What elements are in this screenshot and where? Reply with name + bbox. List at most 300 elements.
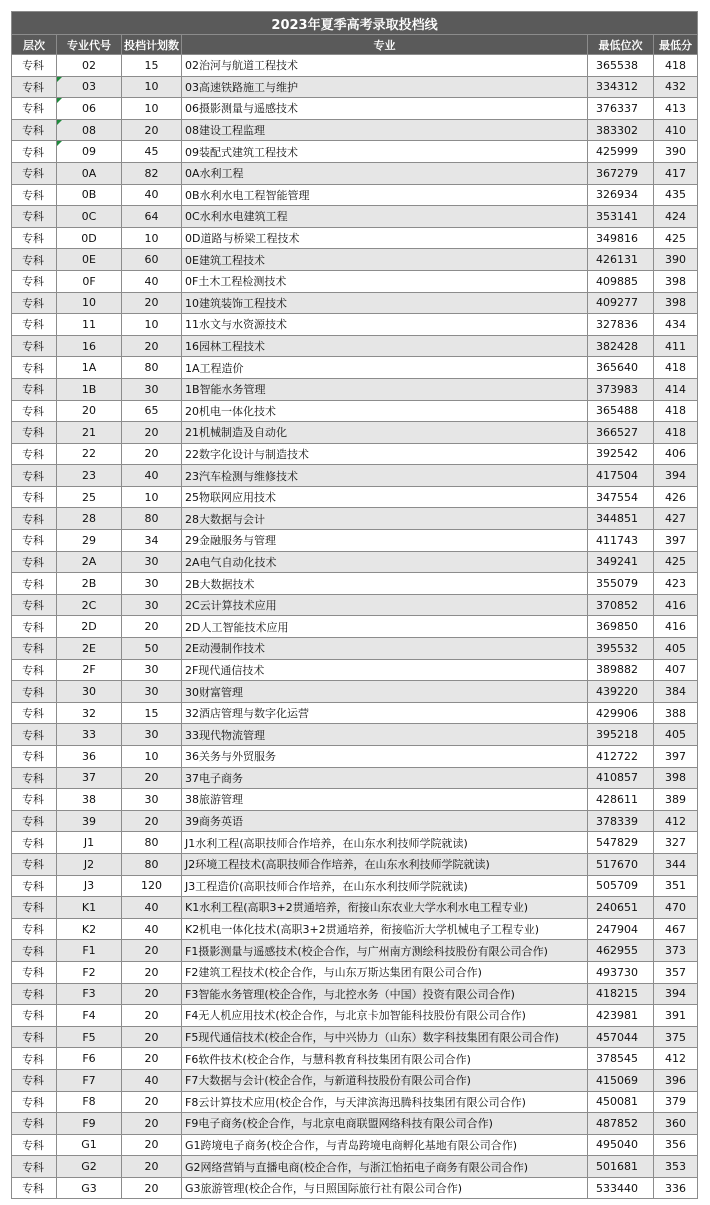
cell-min-rank: 425999 <box>588 141 654 163</box>
table-body <box>12 55 698 1199</box>
cell-major: 03高速铁路施工与维护 <box>182 76 588 98</box>
cell-min-score: 418 <box>654 400 698 422</box>
cell-level: 专科 <box>12 55 57 77</box>
cell-min-score: 418 <box>654 55 698 77</box>
table-row <box>12 249 698 271</box>
cell-plan-count: 10 <box>122 486 182 508</box>
cell-level: 专科 <box>12 486 57 508</box>
cell-level: 专科 <box>12 1113 57 1135</box>
cell-min-rank: 495040 <box>588 1134 654 1156</box>
table-row <box>12 292 698 314</box>
cell-plan-count: 20 <box>122 119 182 141</box>
cell-major: 0F土木工程检测技术 <box>182 270 588 292</box>
cell-min-rank: 450081 <box>588 1091 654 1113</box>
table-row <box>12 1134 698 1156</box>
cell-plan-count: 30 <box>122 789 182 811</box>
cell-level: 专科 <box>12 1069 57 1091</box>
cell-major-code: 38 <box>57 789 122 811</box>
cell-plan-count: 10 <box>122 746 182 768</box>
cell-min-rank: 382428 <box>588 335 654 357</box>
cell-major-code: 0B <box>57 184 122 206</box>
cell-level: 专科 <box>12 227 57 249</box>
cell-major-code: F4 <box>57 1005 122 1027</box>
cell-plan-count: 20 <box>122 443 182 465</box>
cell-plan-count: 80 <box>122 508 182 530</box>
cell-min-rank: 409277 <box>588 292 654 314</box>
cell-major: 29金融服务与管理 <box>182 530 588 552</box>
cell-major: 2D人工智能技术应用 <box>182 616 588 638</box>
cell-major-code: 36 <box>57 746 122 768</box>
cell-min-score: 413 <box>654 98 698 120</box>
cell-plan-count: 10 <box>122 98 182 120</box>
admission-scores-sheet <box>11 11 697 1199</box>
cell-min-score: 353 <box>654 1156 698 1178</box>
cell-plan-count: 20 <box>122 810 182 832</box>
cell-major-code: 39 <box>57 810 122 832</box>
header-row <box>12 35 698 55</box>
cell-min-rank: 349241 <box>588 551 654 573</box>
cell-level: 专科 <box>12 1005 57 1027</box>
table-row <box>12 119 698 141</box>
cell-major-code: F1 <box>57 940 122 962</box>
cell-major-code: 11 <box>57 314 122 336</box>
table-row <box>12 875 698 897</box>
table-row <box>12 724 698 746</box>
cell-plan-count: 30 <box>122 573 182 595</box>
cell-min-score: 357 <box>654 961 698 983</box>
cell-major-code: 03 <box>57 76 122 98</box>
cell-major-code: 33 <box>57 724 122 746</box>
cell-plan-count: 20 <box>122 1113 182 1135</box>
cell-plan-count: 20 <box>122 1134 182 1156</box>
cell-min-score: 434 <box>654 314 698 336</box>
cell-plan-count: 40 <box>122 184 182 206</box>
table-row <box>12 422 698 444</box>
cell-min-score: 390 <box>654 141 698 163</box>
cell-plan-count: 30 <box>122 659 182 681</box>
cell-min-score: 416 <box>654 616 698 638</box>
cell-min-score: 417 <box>654 162 698 184</box>
cell-major: 0D道路与桥梁工程技术 <box>182 227 588 249</box>
cell-min-score: 427 <box>654 508 698 530</box>
table-row <box>12 378 698 400</box>
cell-min-score: 389 <box>654 789 698 811</box>
table-row <box>12 508 698 530</box>
cell-min-rank: 378339 <box>588 810 654 832</box>
table-row <box>12 961 698 983</box>
cell-min-rank: 412722 <box>588 746 654 768</box>
cell-min-score: 398 <box>654 767 698 789</box>
cell-plan-count: 20 <box>122 1156 182 1178</box>
cell-min-score: 356 <box>654 1134 698 1156</box>
cell-min-rank: 411743 <box>588 530 654 552</box>
cell-min-score: 351 <box>654 875 698 897</box>
cell-major-code: 1B <box>57 378 122 400</box>
cell-comment-marker <box>57 141 62 146</box>
cell-min-score: 426 <box>654 486 698 508</box>
header-min-score: 最低分 <box>654 35 698 55</box>
cell-major: 23汽车检测与维修技术 <box>182 465 588 487</box>
cell-major: F3智能水务管理(校企合作，与北控水务（中国）投资有限公司合作) <box>182 983 588 1005</box>
cell-major: F9电子商务(校企合作，与北京电商联盟网络科技有限公司合作) <box>182 1113 588 1135</box>
table-title: 2023年夏季高考录取投档线 <box>12 12 698 35</box>
cell-plan-count: 10 <box>122 314 182 336</box>
cell-min-rank: 355079 <box>588 573 654 595</box>
cell-plan-count: 10 <box>122 76 182 98</box>
cell-major-code: 16 <box>57 335 122 357</box>
cell-min-score: 410 <box>654 119 698 141</box>
table-row <box>12 702 698 724</box>
cell-min-score: 327 <box>654 832 698 854</box>
cell-plan-count: 20 <box>122 961 182 983</box>
table-row <box>12 1113 698 1135</box>
cell-major: 06摄影测量与遥感技术 <box>182 98 588 120</box>
cell-major: 28大数据与会计 <box>182 508 588 530</box>
cell-min-score: 435 <box>654 184 698 206</box>
table-row <box>12 1177 698 1199</box>
table-row <box>12 638 698 660</box>
cell-min-rank: 349816 <box>588 227 654 249</box>
cell-min-score: 412 <box>654 810 698 832</box>
cell-plan-count: 30 <box>122 378 182 400</box>
cell-major: 0A水利工程 <box>182 162 588 184</box>
table-row <box>12 486 698 508</box>
cell-major-code: F2 <box>57 961 122 983</box>
cell-major: 2C云计算技术应用 <box>182 594 588 616</box>
cell-plan-count: 20 <box>122 1005 182 1027</box>
cell-plan-count: 10 <box>122 227 182 249</box>
cell-major: 0B水利水电工程智能管理 <box>182 184 588 206</box>
cell-major: 02治河与航道工程技术 <box>182 55 588 77</box>
table-row <box>12 1091 698 1113</box>
table-row <box>12 616 698 638</box>
cell-major: 2A电气自动化技术 <box>182 551 588 573</box>
cell-plan-count: 20 <box>122 335 182 357</box>
cell-min-rank: 370852 <box>588 594 654 616</box>
cell-level: 专科 <box>12 292 57 314</box>
cell-major: 21机械制造及自动化 <box>182 422 588 444</box>
cell-major-code: F3 <box>57 983 122 1005</box>
cell-plan-count: 45 <box>122 141 182 163</box>
cell-min-rank: 344851 <box>588 508 654 530</box>
cell-plan-count: 20 <box>122 1048 182 1070</box>
cell-min-rank: 418215 <box>588 983 654 1005</box>
table-row <box>12 853 698 875</box>
cell-comment-marker <box>57 120 62 125</box>
cell-min-score: 375 <box>654 1026 698 1048</box>
cell-major: 11水文与水资源技术 <box>182 314 588 336</box>
cell-min-rank: 533440 <box>588 1177 654 1199</box>
cell-comment-marker <box>57 98 62 103</box>
cell-major-code: 37 <box>57 767 122 789</box>
cell-min-rank: 415069 <box>588 1069 654 1091</box>
cell-level: 专科 <box>12 1026 57 1048</box>
table-row <box>12 357 698 379</box>
cell-min-score: 407 <box>654 659 698 681</box>
cell-level: 专科 <box>12 551 57 573</box>
cell-plan-count: 82 <box>122 162 182 184</box>
cell-min-score: 412 <box>654 1048 698 1070</box>
cell-major: F4无人机应用技术(校企合作，与北京卡加智能科技股份有限公司合作) <box>182 1005 588 1027</box>
cell-min-score: 384 <box>654 681 698 703</box>
cell-major-code: 20 <box>57 400 122 422</box>
cell-major: 37电子商务 <box>182 767 588 789</box>
cell-major-code: 1A <box>57 357 122 379</box>
cell-major: 30财富管理 <box>182 681 588 703</box>
cell-min-rank: 457044 <box>588 1026 654 1048</box>
cell-plan-count: 40 <box>122 270 182 292</box>
cell-min-rank: 378545 <box>588 1048 654 1070</box>
cell-min-rank: 428611 <box>588 789 654 811</box>
cell-min-score: 416 <box>654 594 698 616</box>
cell-major-code: 0D <box>57 227 122 249</box>
cell-min-score: 406 <box>654 443 698 465</box>
cell-plan-count: 80 <box>122 357 182 379</box>
cell-level: 专科 <box>12 270 57 292</box>
cell-min-rank: 395532 <box>588 638 654 660</box>
cell-level: 专科 <box>12 853 57 875</box>
cell-major: F5现代通信技术(校企合作，与中兴协力（山东）数字科技集团有限公司合作) <box>182 1026 588 1048</box>
table-row <box>12 206 698 228</box>
cell-major: 2F现代通信技术 <box>182 659 588 681</box>
cell-level: 专科 <box>12 767 57 789</box>
title-row <box>12 12 698 35</box>
cell-min-score: 425 <box>654 227 698 249</box>
cell-level: 专科 <box>12 378 57 400</box>
cell-level: 专科 <box>12 659 57 681</box>
table-row <box>12 335 698 357</box>
table-row <box>12 1069 698 1091</box>
cell-comment-marker <box>57 77 62 82</box>
cell-major-code: G1 <box>57 1134 122 1156</box>
table-row <box>12 940 698 962</box>
cell-plan-count: 40 <box>122 1069 182 1091</box>
table-row <box>12 594 698 616</box>
table-row <box>12 227 698 249</box>
cell-min-rank: 376337 <box>588 98 654 120</box>
table-row <box>12 1026 698 1048</box>
table-row <box>12 897 698 919</box>
cell-major: G1跨境电子商务(校企合作，与青岛跨境电商孵化基地有限公司合作) <box>182 1134 588 1156</box>
cell-min-score: 391 <box>654 1005 698 1027</box>
cell-min-score: 397 <box>654 746 698 768</box>
header-min-rank: 最低位次 <box>588 35 654 55</box>
cell-min-score: 425 <box>654 551 698 573</box>
cell-plan-count: 64 <box>122 206 182 228</box>
cell-plan-count: 20 <box>122 983 182 1005</box>
cell-plan-count: 40 <box>122 897 182 919</box>
cell-min-score: 379 <box>654 1091 698 1113</box>
cell-min-rank: 326934 <box>588 184 654 206</box>
cell-major-code: 2A <box>57 551 122 573</box>
cell-min-score: 397 <box>654 530 698 552</box>
cell-major: J3工程造价(高职技师合作培养，在山东水利技师学院就读) <box>182 875 588 897</box>
cell-major: 0E建筑工程技术 <box>182 249 588 271</box>
cell-major-code: 2B <box>57 573 122 595</box>
cell-level: 专科 <box>12 940 57 962</box>
table-row <box>12 55 698 77</box>
cell-level: 专科 <box>12 681 57 703</box>
cell-min-score: 418 <box>654 357 698 379</box>
cell-plan-count: 30 <box>122 594 182 616</box>
cell-major: 1B智能水务管理 <box>182 378 588 400</box>
table-row <box>12 98 698 120</box>
cell-major-code: 28 <box>57 508 122 530</box>
cell-major-code: 2C <box>57 594 122 616</box>
cell-level: 专科 <box>12 724 57 746</box>
cell-major-code: 25 <box>57 486 122 508</box>
cell-level: 专科 <box>12 508 57 530</box>
cell-plan-count: 20 <box>122 1091 182 1113</box>
cell-plan-count: 20 <box>122 422 182 444</box>
cell-level: 专科 <box>12 76 57 98</box>
cell-major-code: 2F <box>57 659 122 681</box>
cell-plan-count: 20 <box>122 1177 182 1199</box>
cell-level: 专科 <box>12 119 57 141</box>
cell-plan-count: 15 <box>122 702 182 724</box>
table-row <box>12 767 698 789</box>
cell-plan-count: 20 <box>122 616 182 638</box>
cell-major-code: K2 <box>57 918 122 940</box>
cell-level: 专科 <box>12 832 57 854</box>
cell-major: G2网络营销与直播电商(校企合作，与浙江怡拓电子商务有限公司合作) <box>182 1156 588 1178</box>
cell-min-rank: 373983 <box>588 378 654 400</box>
cell-major: 38旅游管理 <box>182 789 588 811</box>
cell-major-code: 09 <box>57 141 122 163</box>
cell-level: 专科 <box>12 162 57 184</box>
cell-min-rank: 389882 <box>588 659 654 681</box>
cell-min-rank: 366527 <box>588 422 654 444</box>
cell-major-code: 32 <box>57 702 122 724</box>
cell-major-code: 29 <box>57 530 122 552</box>
cell-min-rank: 501681 <box>588 1156 654 1178</box>
cell-plan-count: 40 <box>122 918 182 940</box>
cell-min-score: 398 <box>654 292 698 314</box>
cell-min-rank: 347554 <box>588 486 654 508</box>
cell-level: 专科 <box>12 184 57 206</box>
cell-min-score: 424 <box>654 206 698 228</box>
cell-major: J2环境工程技术(高职技师合作培养，在山东水利技师学院就读) <box>182 853 588 875</box>
cell-level: 专科 <box>12 961 57 983</box>
cell-min-rank: 409885 <box>588 270 654 292</box>
admission-scores-table <box>11 11 698 1199</box>
cell-plan-count: 40 <box>122 465 182 487</box>
cell-min-score: 336 <box>654 1177 698 1199</box>
cell-min-score: 394 <box>654 983 698 1005</box>
table-row <box>12 1048 698 1070</box>
cell-major: 2E动漫制作技术 <box>182 638 588 660</box>
cell-major: F7大数据与会计(校企合作，与新道科技股份有限公司合作) <box>182 1069 588 1091</box>
cell-major-code: G3 <box>57 1177 122 1199</box>
table-row <box>12 918 698 940</box>
cell-min-rank: 369850 <box>588 616 654 638</box>
table-row <box>12 400 698 422</box>
cell-level: 专科 <box>12 1091 57 1113</box>
cell-major-code: J2 <box>57 853 122 875</box>
cell-plan-count: 30 <box>122 724 182 746</box>
header-major: 专业 <box>182 35 588 55</box>
cell-major-code: 22 <box>57 443 122 465</box>
cell-major-code: 08 <box>57 119 122 141</box>
cell-level: 专科 <box>12 335 57 357</box>
cell-min-rank: 487852 <box>588 1113 654 1135</box>
cell-min-score: 360 <box>654 1113 698 1135</box>
cell-plan-count: 80 <box>122 832 182 854</box>
cell-major-code: 0A <box>57 162 122 184</box>
table-row <box>12 746 698 768</box>
cell-level: 专科 <box>12 810 57 832</box>
cell-major-code: 21 <box>57 422 122 444</box>
cell-min-rank: 462955 <box>588 940 654 962</box>
cell-min-rank: 240651 <box>588 897 654 919</box>
cell-major: K1水利工程(高职3+2贯通培养，衔接山东农业大学水利水电工程专业) <box>182 897 588 919</box>
cell-level: 专科 <box>12 400 57 422</box>
cell-level: 专科 <box>12 746 57 768</box>
cell-min-rank: 365538 <box>588 55 654 77</box>
cell-level: 专科 <box>12 616 57 638</box>
cell-major: 10建筑装饰工程技术 <box>182 292 588 314</box>
table-row <box>12 465 698 487</box>
table-row <box>12 810 698 832</box>
cell-major: 33现代物流管理 <box>182 724 588 746</box>
cell-min-rank: 353141 <box>588 206 654 228</box>
cell-min-rank: 410857 <box>588 767 654 789</box>
cell-min-score: 418 <box>654 422 698 444</box>
cell-min-rank: 392542 <box>588 443 654 465</box>
table-row <box>12 1156 698 1178</box>
cell-major-code: J3 <box>57 875 122 897</box>
cell-major: K2机电一体化技术(高职3+2贯通培养，衔接临沂大学机械电子工程专业) <box>182 918 588 940</box>
table-row <box>12 76 698 98</box>
cell-major-code: G2 <box>57 1156 122 1178</box>
cell-min-score: 405 <box>654 724 698 746</box>
cell-major-code: 30 <box>57 681 122 703</box>
cell-min-score: 405 <box>654 638 698 660</box>
cell-min-score: 344 <box>654 853 698 875</box>
cell-major: F1摄影测量与遥感技术(校企合作，与广州南方测绘科技股份有限公司合作) <box>182 940 588 962</box>
table-row <box>12 530 698 552</box>
cell-major: 0C水利水电建筑工程 <box>182 206 588 228</box>
cell-major: 20机电一体化技术 <box>182 400 588 422</box>
cell-major: 16园林工程技术 <box>182 335 588 357</box>
cell-level: 专科 <box>12 983 57 1005</box>
cell-min-rank: 426131 <box>588 249 654 271</box>
cell-plan-count: 34 <box>122 530 182 552</box>
table-row <box>12 184 698 206</box>
table-row <box>12 1005 698 1027</box>
cell-major-code: 02 <box>57 55 122 77</box>
cell-min-score: 467 <box>654 918 698 940</box>
cell-major: 32酒店管理与数字化运营 <box>182 702 588 724</box>
cell-level: 专科 <box>12 1048 57 1070</box>
cell-plan-count: 120 <box>122 875 182 897</box>
header-level: 层次 <box>12 35 57 55</box>
cell-plan-count: 60 <box>122 249 182 271</box>
cell-major-code: 10 <box>57 292 122 314</box>
table-row <box>12 270 698 292</box>
cell-major-code: 2D <box>57 616 122 638</box>
cell-major: F2建筑工程技术(校企合作，与山东万斯达集团有限公司合作) <box>182 961 588 983</box>
cell-min-score: 388 <box>654 702 698 724</box>
cell-level: 专科 <box>12 443 57 465</box>
cell-major-code: 23 <box>57 465 122 487</box>
cell-min-rank: 334312 <box>588 76 654 98</box>
table-row <box>12 659 698 681</box>
cell-major-code: F7 <box>57 1069 122 1091</box>
cell-major-code: 0C <box>57 206 122 228</box>
cell-plan-count: 65 <box>122 400 182 422</box>
cell-plan-count: 30 <box>122 551 182 573</box>
